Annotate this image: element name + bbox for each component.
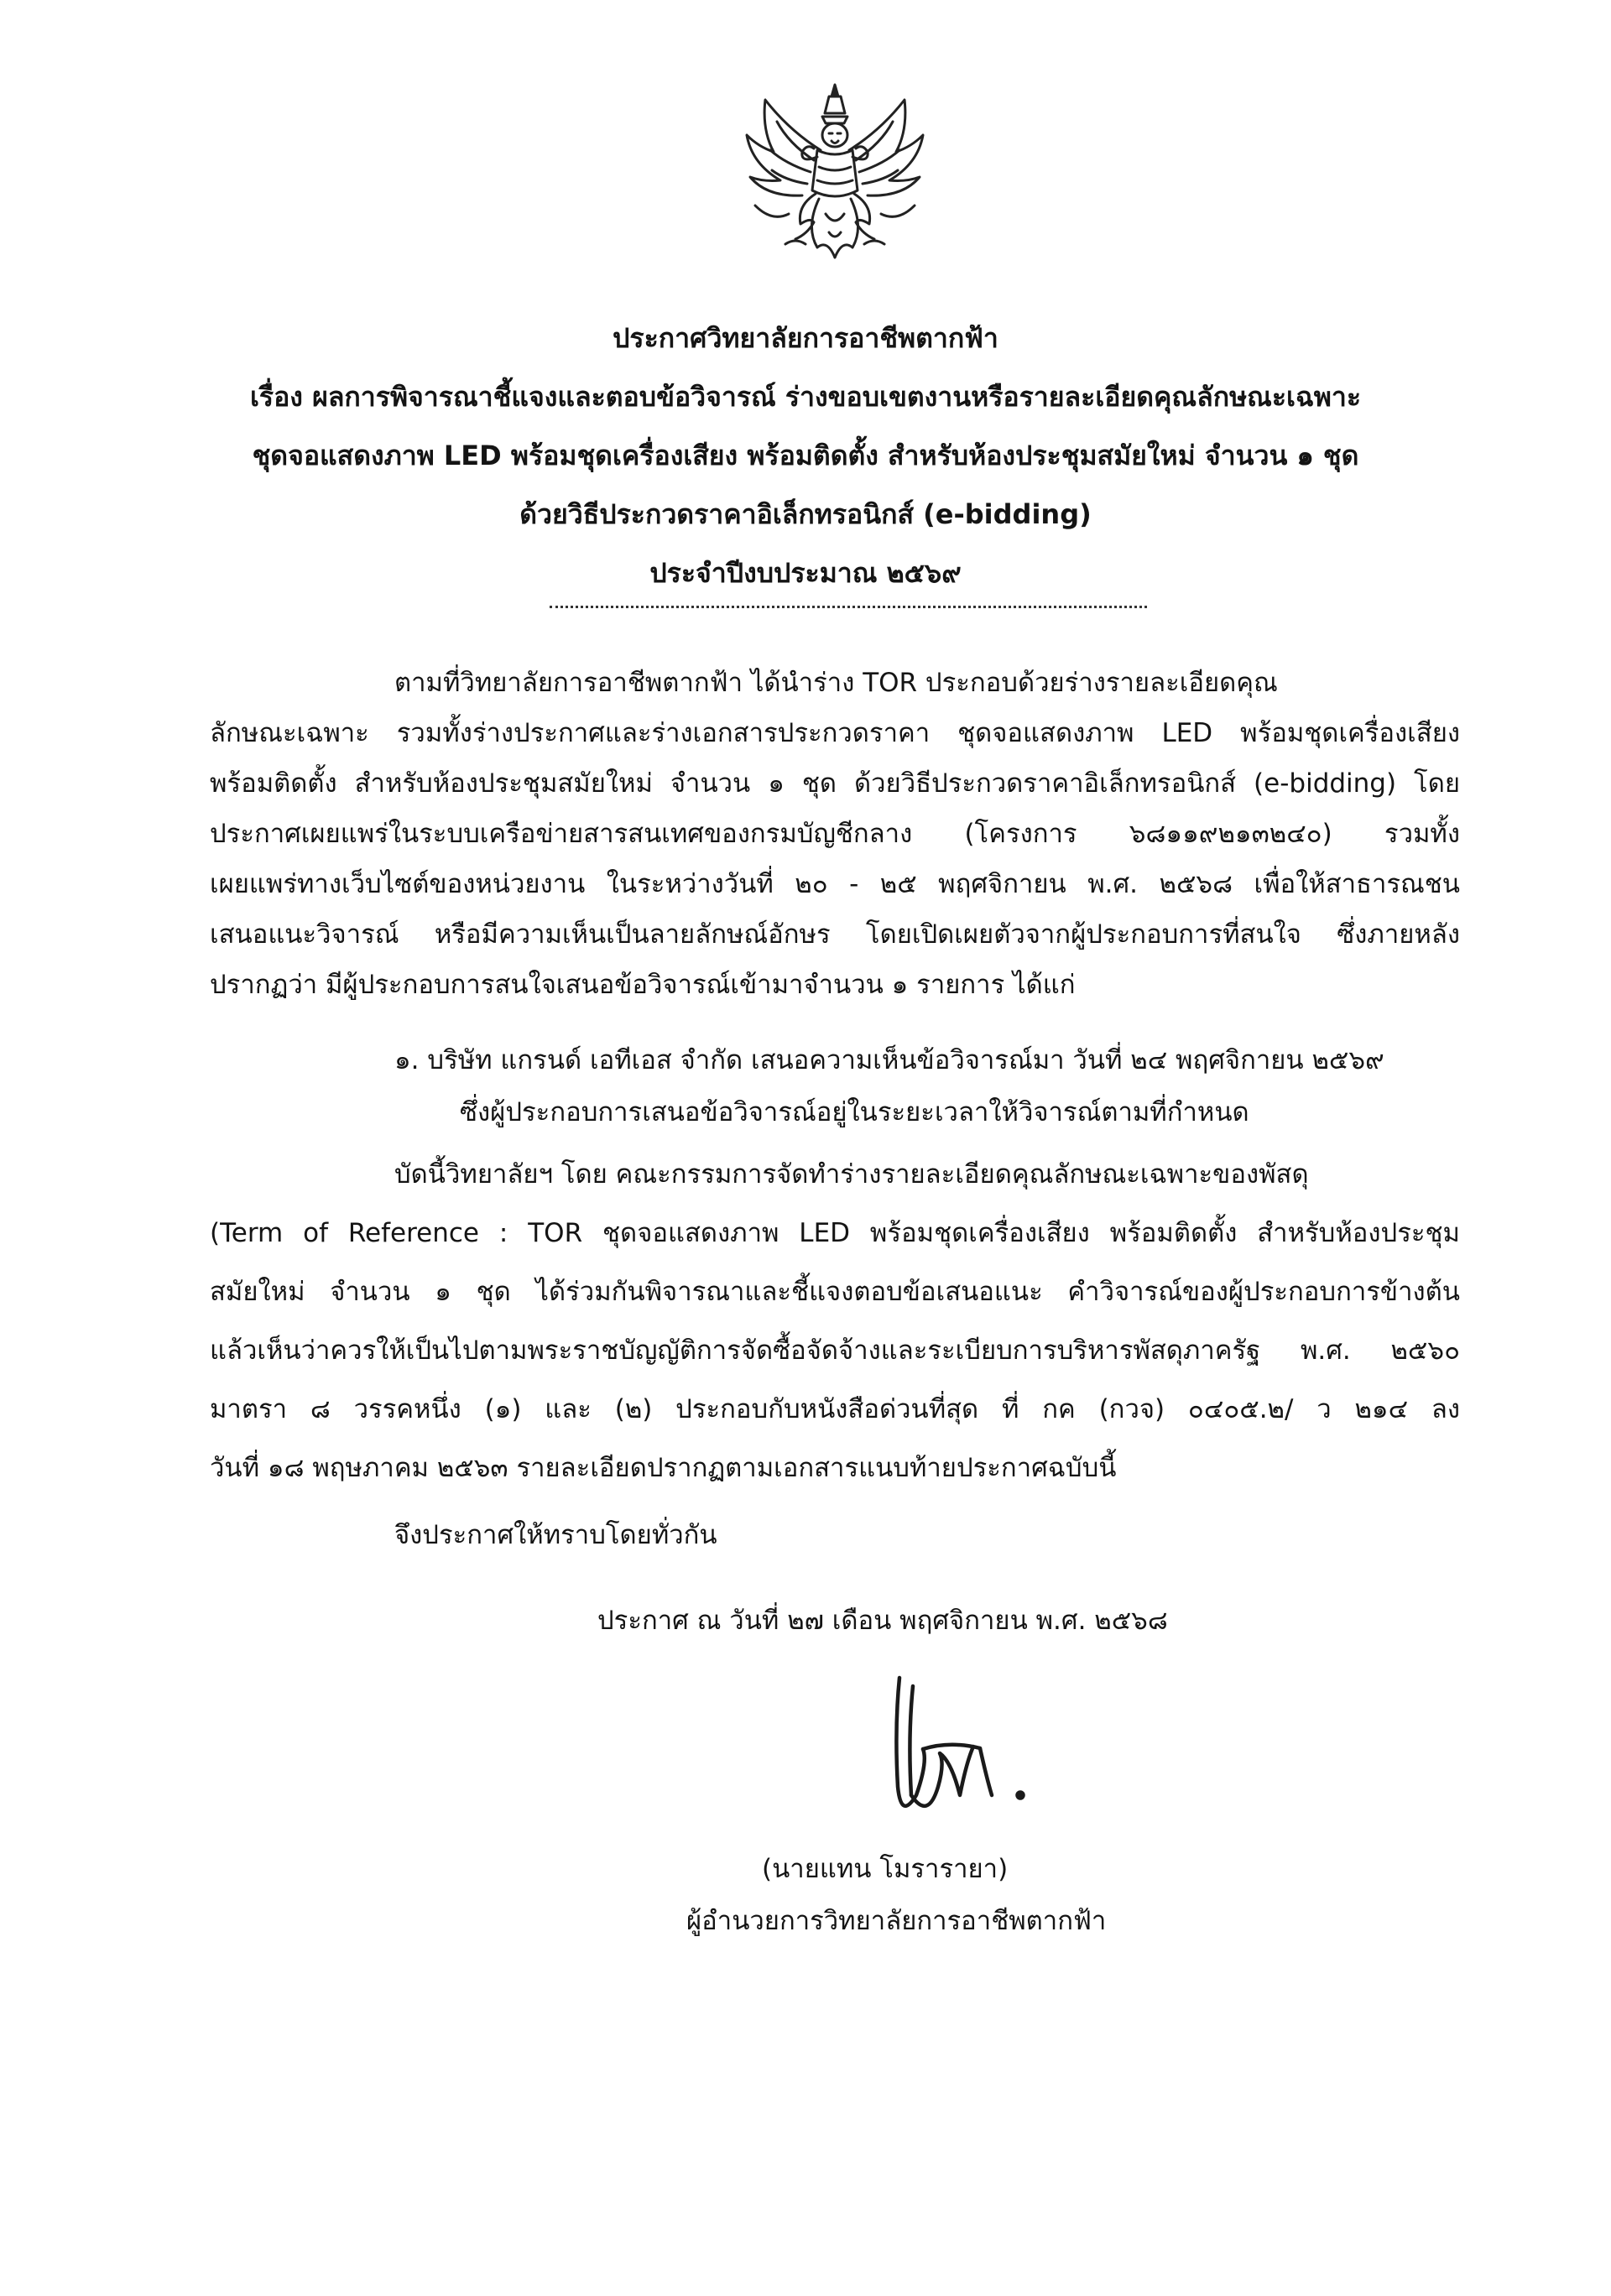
signer-title: ผู้อำนวยการวิทยาลัยการอาชีพตากฟ้า bbox=[686, 1906, 1107, 1936]
paragraph-2-line-6: วันที่ ๑๘ พฤษภาคม ๒๕๖๓ รายละเอียดปรากฏตามเอกสารแนบท้ายประกาศฉบับนี้ bbox=[210, 1453, 1117, 1483]
paragraph-1-line-1: ตามที่วิทยาลัยการอาชีพตากฟ้า ได้นำร่าง TOR ประกอบด้วยร่างรายละเอียดคุณ bbox=[394, 668, 1278, 698]
paragraph-2-line-4: แล้วเห็นว่าควรให้เป็นไปตามพระราชบัญญัติการจัดซื้อจัดจ้างและระเบียบการบริหารพัสดุภาครัฐ พ.ศ. ๒๕๖๐ bbox=[210, 1335, 1460, 1366]
handwritten-signature-icon bbox=[873, 1669, 1040, 1850]
paragraph-2-line-1: บัดนี้วิทยาลัยฯ โดย คณะกรรมการจัดทำร่างรายละเอียดคุณลักษณะเฉพาะของพัสดุ bbox=[394, 1159, 1309, 1190]
paragraph-2-line-2: (Term of Reference : TOR ชุดจอแสดงภาพ LED พร้อมชุดเครื่องเสียง พร้อมติดตั้ง สำหรับห้องประชุม bbox=[210, 1218, 1460, 1248]
signer-name: (นายแทน โมรารายา) bbox=[762, 1854, 1009, 1884]
dotted-divider bbox=[550, 606, 1147, 608]
closing-statement: จึงประกาศให้ทราบโดยทั่วกัน bbox=[394, 1520, 717, 1550]
paragraph-1-line-3: พร้อมติดตั้ง สำหรับห้องประชุมสมัยใหม่ จำนวน ๑ ชุด ด้วยวิธีประกวดราคาอิเล็กทรอนิกส์ (e-bidding) โดย bbox=[210, 768, 1460, 799]
subject-line-1: เรื่อง ผลการพิจารณาชี้แจงและตอบข้อวิจารณ์ ร่างขอบเขตงานหรือรายละเอียดคุณลักษณะเฉพาะ bbox=[249, 381, 1362, 413]
issuer-heading: ประกาศวิทยาลัยการอาชีพตากฟ้า bbox=[613, 322, 998, 354]
paragraph-1-line-5: เผยแพร่ทางเว็บไซต์ของหน่วยงาน ในระหว่างวันที่ ๒๐ - ๒๕ พฤศจิกายน พ.ศ. ๒๕๖๘ เพื่อให้สาธารณชน bbox=[210, 869, 1460, 899]
subject-line-4: ประจำปีงบประมาณ ๒๕๖๙ bbox=[649, 557, 962, 589]
paragraph-2-line-5: มาตรา ๘ วรรคหนึ่ง (๑) และ (๒) ประกอบกับหนังสือด่วนที่สุด ที่ กค (กวจ) ๐๔๐๕.๒/ ว ๒๑๔ ลง bbox=[210, 1394, 1460, 1424]
list-item-1-line-2: ซึ่งผู้ประกอบการเสนอข้อวิจารณ์อยู่ในระยะเวลาให้วิจารณ์ตามที่กำหนด bbox=[460, 1097, 1249, 1127]
paragraph-2-line-3: สมัยใหม่ จำนวน ๑ ชุด ได้ร่วมกันพิจารณาและชี้แจงตอบข้อเสนอแนะ คำวิจารณ์ของผู้ประกอบการข้างต้น bbox=[210, 1277, 1460, 1307]
paragraph-1-line-4: ประกาศเผยแพร่ในระบบเครือข่ายสารสนเทศของกรมบัญชีกลาง (โครงการ ๖๘๑๑๙๒๑๓๒๔๐) รวมทั้ง bbox=[210, 819, 1460, 849]
announcement-date: ประกาศ ณ วันที่ ๒๗ เดือน พฤศจิกายน พ.ศ. ๒๕๖๘ bbox=[597, 1606, 1168, 1636]
paragraph-1-line-7: ปรากฏว่า มีผู้ประกอบการสนใจเสนอข้อวิจารณ์เข้ามาจำนวน ๑ รายการ ได้แก่ bbox=[210, 970, 1076, 1000]
subject-line-2: ชุดจอแสดงภาพ LED พร้อมชุดเครื่องเสียง พร้อมติดตั้ง สำหรับห้องประชุมสมัยใหม่ จำนวน ๑ ชุด bbox=[252, 440, 1359, 471]
paragraph-1-line-6: เสนอแนะวิจารณ์ หรือมีความเห็นเป็นลายลักษณ์อักษร โดยเปิดเผยตัวจากผู้ประกอบการที่สนใจ ซึ่งภายหลัง bbox=[210, 919, 1460, 950]
garuda-emblem-icon bbox=[730, 80, 940, 281]
list-item-1-line-1: ๑. บริษัท แกรนด์ เอทีเอส จำกัด เสนอความเห็นข้อวิจารณ์มา วันที่ ๒๔ พฤศจิกายน ๒๕๖๙ bbox=[394, 1045, 1384, 1075]
subject-line-3: ด้วยวิธีประกวดราคาอิเล็กทรอนิกส์ (e-bidding) bbox=[519, 498, 1092, 530]
paragraph-1-line-2: ลักษณะเฉพาะ รวมทั้งร่างประกาศและร่างเอกสารประกวดราคา ชุดจอแสดงภาพ LED พร้อมชุดเครื่องเสียง bbox=[210, 718, 1460, 748]
